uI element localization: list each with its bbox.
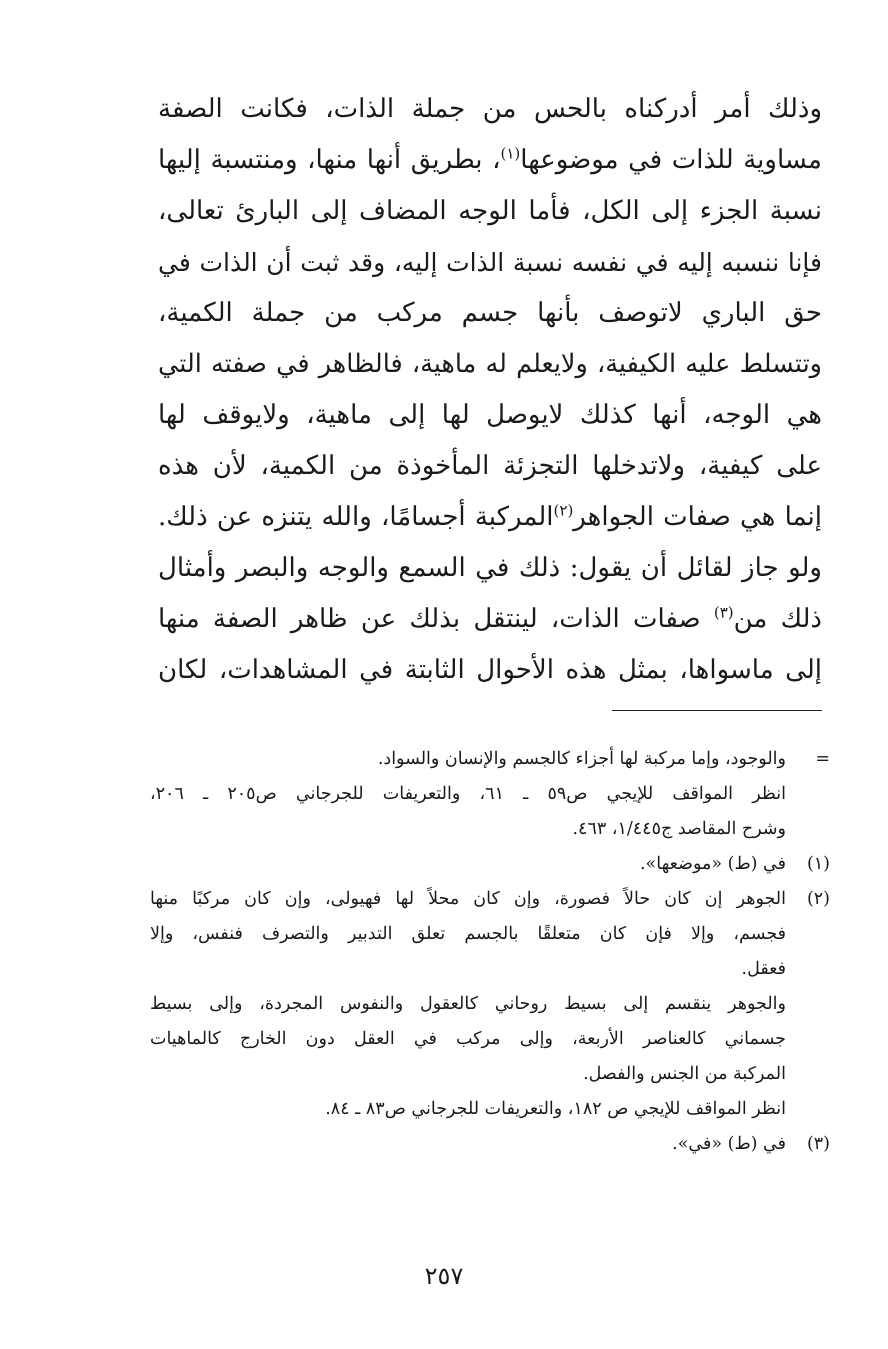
footnote-ref-1[interactable]: (١) <box>500 144 521 163</box>
footnote-line: جسماني كالعناصر الأربعة، وإلى مركب في العقل دون الخارج كالماهيات <box>150 1029 786 1049</box>
footnote-body <box>150 742 786 847</box>
body-line-6: وتتسلط عليه الكيفية، ولايعلم له ماهية، فالظاهر في صفته التي <box>158 349 822 379</box>
footnote-line: انظر المواقف للإيجي ص٥٩ ـ ٦١، والتعريفات للجرجاني ص٢٠٥ ـ ٢٠٦، <box>150 784 786 804</box>
footnote-marker: (٣) <box>806 1134 830 1154</box>
footnote-ref-3[interactable]: (٣) <box>713 603 734 622</box>
body-line-8: على كيفية، ولاتدخلها التجزئة المأخوذة من الكمية، لأن هذه <box>158 451 822 481</box>
footnote-line: وشرح المقاصد ج١/٤٤٥، ٤٦٣. <box>572 819 786 839</box>
footnote-line: والجوهر ينقسم إلى بسيط روحاني كالعقول والنفوس المجردة، وإلى بسيط <box>150 994 786 1014</box>
body-line-9: إنما هي صفات الجواهر$^{(٢)}$المركبة أجسامًا، والله يتنزه عن ذلك. <box>158 501 822 532</box>
footnote-line: الجوهر إن كان حالاً فصورة، وإن كان محلاً لها فهيولى، وإن كان مركبًا منها <box>150 889 786 909</box>
footnote-line: المركبة من الجنس والفصل. <box>583 1064 786 1084</box>
body-line-3: نسبة الجزء إلى الكل، فأما الوجه المضاف إلى البارئ تعالى، <box>158 196 822 226</box>
footnote-marker: (١) <box>806 854 830 874</box>
footnote-line: في (ط) «في». <box>672 1134 786 1154</box>
footnote-line: والوجود، وإما مركبة لها أجزاء كالجسم والإنسان والسواد. <box>377 749 786 769</box>
footnote-2 <box>150 882 830 1127</box>
footnote-continuation <box>150 742 830 847</box>
footnote-body <box>150 847 786 882</box>
footnote-line: انظر المواقف للإيجي ص ١٨٢، والتعريفات للجرجاني ص٨٣ ـ ٨٤. <box>325 1099 786 1119</box>
body-line-1: وذلك أمر أدركناه بالحس من جملة الذات، فكانت الصفة <box>158 94 822 124</box>
footnote-body <box>150 1127 786 1162</box>
body-line-10: ولو جاز لقائل أن يقول: ذلك في السمع والوجه والبصر وأمثال <box>158 553 822 583</box>
footnotes-section <box>150 742 830 1162</box>
footnote-3 <box>150 1127 830 1162</box>
main-body-text <box>158 84 822 696</box>
body-line-7: هي الوجه، أنها كذلك لايوصل لها إلى ماهية، ولايوقف لها <box>158 400 822 430</box>
body-line-4: فإنا ننسبه إليه في نفسه نسبة الذات إليه، وقد ثبت أن الذات في <box>158 248 822 277</box>
footnote-line: فجسم، وإلا فإن كان متعلقًا بالجسم تعلق التدبير والتصرف فنفس، وإلا <box>150 924 786 944</box>
footnote-ref-2[interactable]: (٢) <box>553 501 574 520</box>
footnote-body <box>150 882 786 1127</box>
footnote-1 <box>150 847 830 882</box>
body-line-5: حق الباري لاتوصف بأنها جسم مركب من جملة الكمية، <box>158 298 822 328</box>
body-line-2: مساوية للذات في موضوعها$^{(١)}$، بطريق أنها منها، ومنتسبة إليها <box>158 144 822 175</box>
body-line-11: ذلك من$^{(٣)}$ صفات الذات، لينتقل بذلك عن ظاهر الصفة منها <box>158 603 822 634</box>
page-number: ٢٥٧ <box>424 1262 464 1290</box>
footnote-marker: (٢) <box>806 889 830 909</box>
footnote-line: فعقل. <box>741 959 786 979</box>
footnote-line: في (ط) «موضعها». <box>639 854 786 874</box>
body-line-12: إلى ماسواها، بمثل هذه الأحوال الثابتة في المشاهدات، لكان <box>158 655 822 685</box>
footnote-marker: = <box>815 749 830 769</box>
footnote-separator <box>612 710 822 711</box>
